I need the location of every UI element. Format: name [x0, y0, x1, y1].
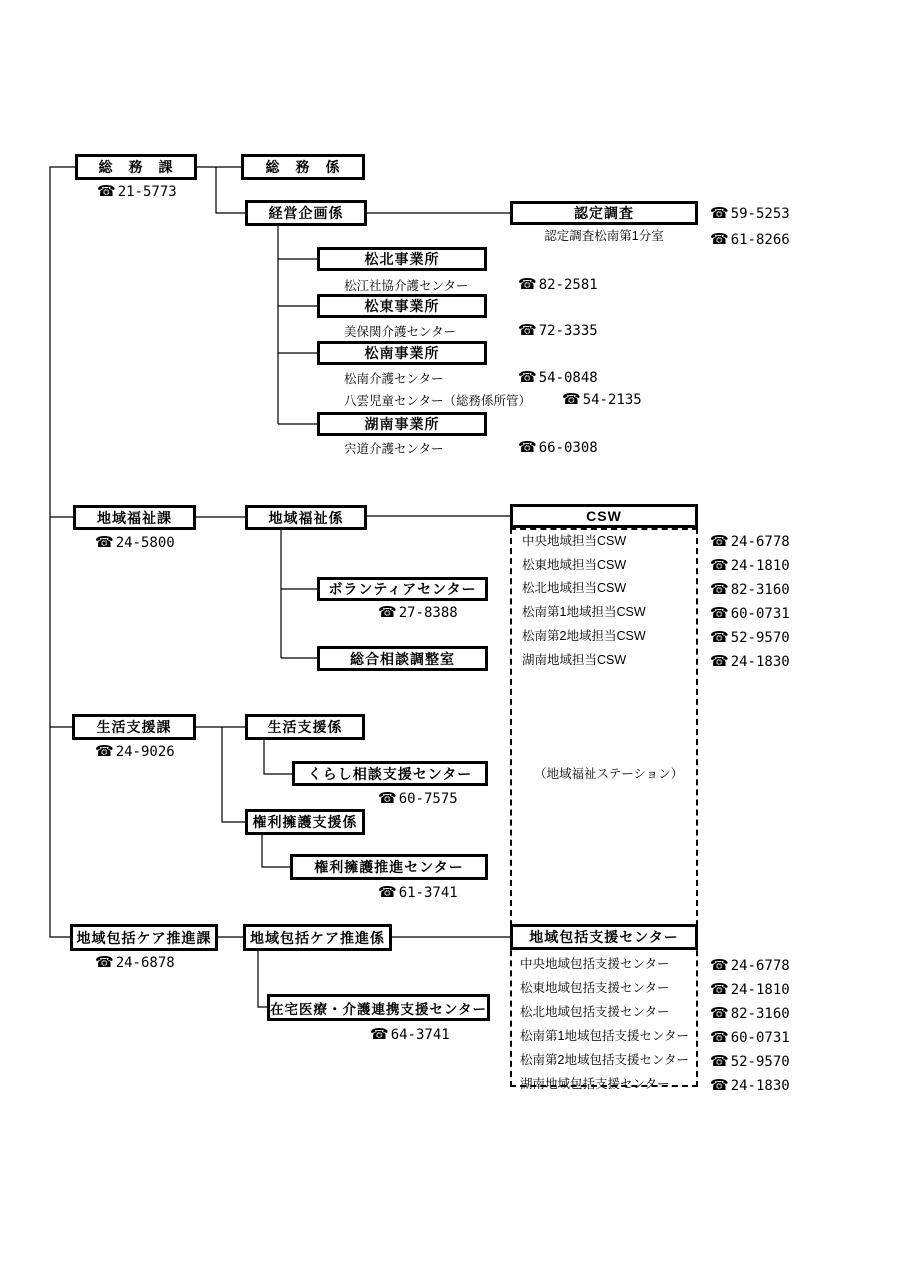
label-yakumo-jido-center: 八雲児童センター（総務係所管） — [344, 394, 532, 408]
box-kenri-yogo-shien-kakari: 権利擁護支援係 — [245, 809, 365, 835]
hokatsu-item: 松東地域包括支援センター — [520, 981, 670, 995]
box-matsukita-jigyosho: 松北事業所 — [317, 247, 487, 271]
phone-number: 82-3160 — [730, 582, 790, 598]
box-zaitaku-center: 在宅医療・介護連携支援センター — [267, 994, 490, 1021]
label-matsunan-kaigo-center: 松南介護センター — [344, 372, 444, 386]
phone-icon: ☎ — [97, 182, 116, 200]
box-seikatsu-shien-kakari: 生活支援係 — [245, 714, 365, 740]
box-hokatsu-shien-center: 地域包括支援センター — [510, 924, 698, 950]
phone-number: 60-7575 — [398, 791, 458, 807]
phone-icon: ☎ — [710, 580, 729, 598]
phone-icon: ☎ — [95, 533, 114, 551]
phone-icon: ☎ — [378, 603, 397, 621]
csw-item: 湖南地域担当CSW — [522, 653, 627, 667]
hokatsu-item: 松北地域包括支援センター — [520, 1005, 670, 1019]
phone-number: 24-1830 — [730, 1078, 790, 1094]
phone-matsue-shakyo — [518, 275, 598, 293]
phone-icon: ☎ — [710, 1004, 729, 1022]
box-chiiki-fukushi-ka: 地域福祉課 — [73, 505, 196, 530]
phone-number: 24-6878 — [115, 955, 175, 971]
phone-soumu-ka — [97, 182, 177, 200]
phone-volunteer-center — [378, 603, 458, 621]
box-matsunan-jigyosho: 松南事業所 — [317, 341, 487, 365]
phone-icon: ☎ — [710, 1028, 729, 1046]
phone-icon: ☎ — [95, 742, 114, 760]
csw-item: 松北地域担当CSW — [522, 581, 627, 595]
phone-icon: ☎ — [710, 604, 729, 622]
phone-matsunan-kaigo — [518, 368, 598, 386]
phone-number: 24-1810 — [730, 982, 790, 998]
phone-hokatsu-0 — [710, 956, 790, 974]
box-kurashi-sodan-center: くらし相談支援センター — [292, 761, 488, 786]
phone-hokatsu-4 — [710, 1052, 790, 1070]
phone-number: 52-9570 — [730, 630, 790, 646]
phone-shinji — [518, 438, 598, 456]
phone-number: 64-3741 — [390, 1027, 450, 1043]
phone-number: 82-2581 — [538, 277, 598, 293]
phone-number: 72-3335 — [538, 323, 598, 339]
box-hokatsu-care-kakari: 地域包括ケア推進係 — [243, 924, 392, 951]
phone-hokatsu-care-ka — [95, 953, 175, 971]
phone-icon: ☎ — [710, 1052, 729, 1070]
phone-number: 82-3160 — [730, 1006, 790, 1022]
phone-icon: ☎ — [710, 1076, 729, 1094]
phone-number: 60-0731 — [730, 606, 790, 622]
phone-csw-2 — [710, 580, 790, 598]
phone-chiiki-fukushi-ka — [95, 533, 175, 551]
phone-icon: ☎ — [710, 628, 729, 646]
phone-number: 54-2135 — [582, 392, 642, 408]
phone-icon: ☎ — [710, 956, 729, 974]
label-shinji-kaigo-center: 宍道介護センター — [344, 442, 444, 456]
phone-icon: ☎ — [370, 1025, 389, 1043]
phone-kenri-center — [378, 883, 458, 901]
phone-mihonoseki — [518, 321, 598, 339]
phone-icon: ☎ — [518, 275, 537, 293]
phone-number: 24-6778 — [730, 958, 790, 974]
hokatsu-item: 湖南地域包括支援センター — [520, 1077, 670, 1091]
phone-number: 66-0308 — [538, 440, 598, 456]
phone-csw-4 — [710, 628, 790, 646]
phone-nintei-bunshitsu — [710, 230, 790, 248]
phone-icon: ☎ — [518, 438, 537, 456]
box-soumu-ka: 総 務 課 — [75, 154, 197, 180]
box-matsuhigashi-jigyosho: 松東事業所 — [317, 294, 487, 318]
box-volunteer-center: ボランティアセンター — [317, 577, 488, 601]
phone-icon: ☎ — [710, 230, 729, 248]
phone-hokatsu-1 — [710, 980, 790, 998]
phone-csw-0 — [710, 532, 790, 550]
box-konan-jigyosho: 湖南事業所 — [317, 412, 487, 436]
csw-item: 松南第2地域担当CSW — [522, 629, 646, 643]
phone-number: 27-8388 — [398, 605, 458, 621]
phone-csw-5 — [710, 652, 790, 670]
box-kenri-yogo-suishin-center: 権利擁護推進センター — [290, 854, 488, 880]
phone-nintei-chousa — [710, 204, 790, 222]
phone-icon: ☎ — [518, 368, 537, 386]
phone-yakumo — [562, 390, 642, 408]
box-sogo-sodan-chosei-shitsu: 総合相談調整室 — [317, 646, 488, 671]
label-chiiki-fukushi-station: （地域福祉ステーション） — [534, 767, 684, 781]
phone-hokatsu-3 — [710, 1028, 790, 1046]
phone-csw-3 — [710, 604, 790, 622]
phone-csw-1 — [710, 556, 790, 574]
phone-zaitaku-center — [370, 1025, 450, 1043]
hokatsu-item: 中央地域包括支援センター — [520, 957, 670, 971]
phone-icon: ☎ — [710, 556, 729, 574]
box-soumu-kakari: 総 務 係 — [241, 154, 365, 180]
phone-number: 24-6778 — [730, 534, 790, 550]
phone-number: 24-1810 — [730, 558, 790, 574]
phone-number: 60-0731 — [730, 1030, 790, 1046]
box-csw: CSW — [510, 504, 698, 528]
box-seikatsu-shien-ka: 生活支援課 — [72, 714, 196, 740]
phone-icon: ☎ — [518, 321, 537, 339]
phone-number: 52-9570 — [730, 1054, 790, 1070]
phone-number: 54-0848 — [538, 370, 598, 386]
phone-number: 61-8266 — [730, 232, 790, 248]
hokatsu-item: 松南第1地域包括支援センター — [520, 1029, 689, 1043]
phone-icon: ☎ — [710, 652, 729, 670]
phone-number: 24-5800 — [115, 535, 175, 551]
phone-icon: ☎ — [95, 953, 114, 971]
label-nintei-bunshitsu: 認定調査松南第1分室 — [544, 229, 664, 243]
phone-icon: ☎ — [710, 532, 729, 550]
phone-icon: ☎ — [710, 204, 729, 222]
phone-seikatsu-shien-ka — [95, 742, 175, 760]
hokatsu-item: 松南第2地域包括支援センター — [520, 1053, 689, 1067]
phone-number: 24-9026 — [115, 744, 175, 760]
box-nintei-chousa: 認定調査 — [510, 201, 698, 225]
csw-item: 中央地域担当CSW — [522, 534, 627, 548]
phone-hokatsu-2 — [710, 1004, 790, 1022]
phone-icon: ☎ — [378, 883, 397, 901]
phone-hokatsu-5 — [710, 1076, 790, 1094]
phone-icon: ☎ — [378, 789, 397, 807]
phone-number: 21-5773 — [117, 184, 177, 200]
label-matsue-shakyo-kaigo-center: 松江社協介護センター — [344, 279, 469, 293]
phone-number: 61-3741 — [398, 885, 458, 901]
phone-icon: ☎ — [562, 390, 581, 408]
phone-number: 59-5253 — [730, 206, 790, 222]
label-mihonoseki-kaigo-center: 美保関介護センター — [344, 325, 457, 339]
box-keiei-kikaku-kakari: 経営企画係 — [245, 200, 367, 226]
phone-number: 24-1830 — [730, 654, 790, 670]
csw-item: 松東地域担当CSW — [522, 558, 627, 572]
box-chiiki-fukushi-kakari: 地域福祉係 — [245, 505, 367, 530]
box-hokatsu-care-ka: 地域包括ケア推進課 — [70, 924, 218, 951]
phone-icon: ☎ — [710, 980, 729, 998]
phone-kurashi-center — [378, 789, 458, 807]
csw-item: 松南第1地域担当CSW — [522, 605, 646, 619]
